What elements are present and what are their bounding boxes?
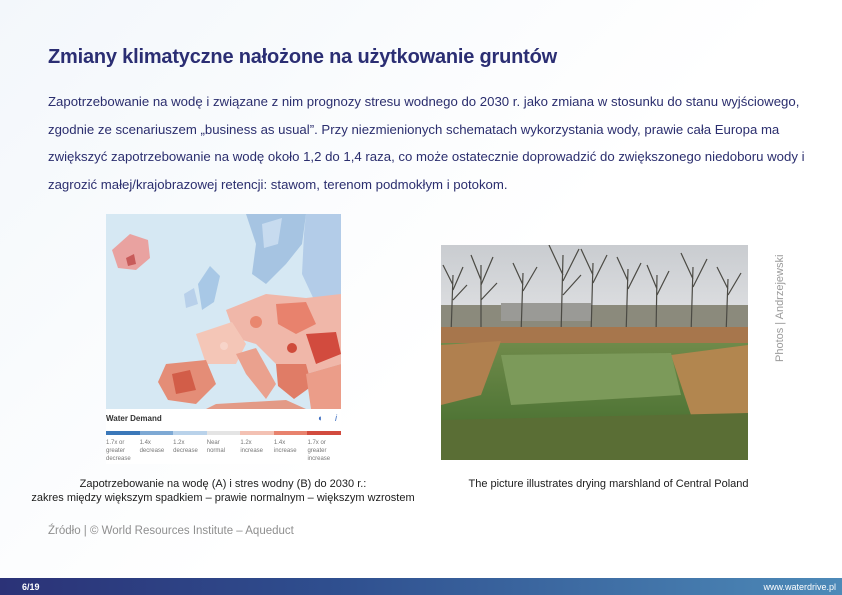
legend-swatch bbox=[207, 431, 241, 435]
legend-labels bbox=[106, 439, 341, 463]
page-number: 6/19 bbox=[22, 582, 40, 592]
marshland-photo bbox=[441, 245, 748, 460]
map-caption bbox=[10, 477, 436, 505]
legend-label: 1.2x increase bbox=[240, 440, 263, 454]
info-icon[interactable]: i bbox=[335, 413, 337, 423]
legend-swatch bbox=[173, 431, 207, 435]
legend-swatch bbox=[240, 431, 274, 435]
photo-credit: Photos | Andrzejewski bbox=[774, 254, 786, 362]
slide-title: Zmiany klimatyczne nałożone na użytkowanie gruntów bbox=[48, 46, 557, 68]
slide-body-text: Zapotrzebowanie na wodę i związane z nim prognozy stresu wodnego do 2030 r. jako zmiana w stosunku do stanu wyjściowego, zgodnie ze scenariuszem „business as usual”. Przy niezmienionych schematach wykorzystania wody, prawie cała Europa ma zwiększyć zapotrzebowanie na wodę około 1,2 do 1,4 raza, co może ostatecznie doprowadzić do zwiększonego niedoboru wody i zagrozić małej/krajobrazowej retencji: stawom, terenom podmokłym i potokom. bbox=[48, 94, 805, 192]
footer-bar bbox=[0, 578, 842, 595]
legend-color-bar bbox=[106, 431, 341, 435]
legend-swatch bbox=[274, 431, 308, 435]
map-caption-line2: zakres między większym spadkiem – prawie normalnym – większym wzrostem bbox=[31, 492, 415, 504]
legend-label: 1.4x decrease bbox=[139, 440, 165, 454]
legend-label: 1.7x or greater decrease bbox=[106, 440, 131, 462]
source-note: Źródło | © World Resources Institute – Aqueduct bbox=[48, 525, 294, 537]
legend-label: 1.2x decrease bbox=[173, 440, 198, 454]
legend-label: Near normal bbox=[206, 440, 226, 454]
legend-swatch bbox=[106, 431, 140, 435]
water-demand-map[interactable] bbox=[106, 214, 341, 464]
map-caption-line1: Zapotrzebowanie na wodę (A) i stres wodny (B) do 2030 r.: bbox=[79, 478, 367, 490]
legend-label: 1.4x increase bbox=[273, 440, 297, 454]
legend-label: 1.7x or greater increase bbox=[307, 440, 331, 462]
website-link[interactable]: www.waterdrive.pl bbox=[763, 582, 836, 592]
legend-swatch bbox=[140, 431, 174, 435]
legend-title: Water Demand bbox=[106, 414, 162, 423]
legend-toggle-icon[interactable]: ◖ bbox=[317, 413, 323, 423]
legend-swatch bbox=[307, 431, 341, 435]
europe-map-image bbox=[106, 214, 341, 409]
photo-caption: The picture illustrates drying marshland of Central Poland bbox=[468, 478, 749, 490]
